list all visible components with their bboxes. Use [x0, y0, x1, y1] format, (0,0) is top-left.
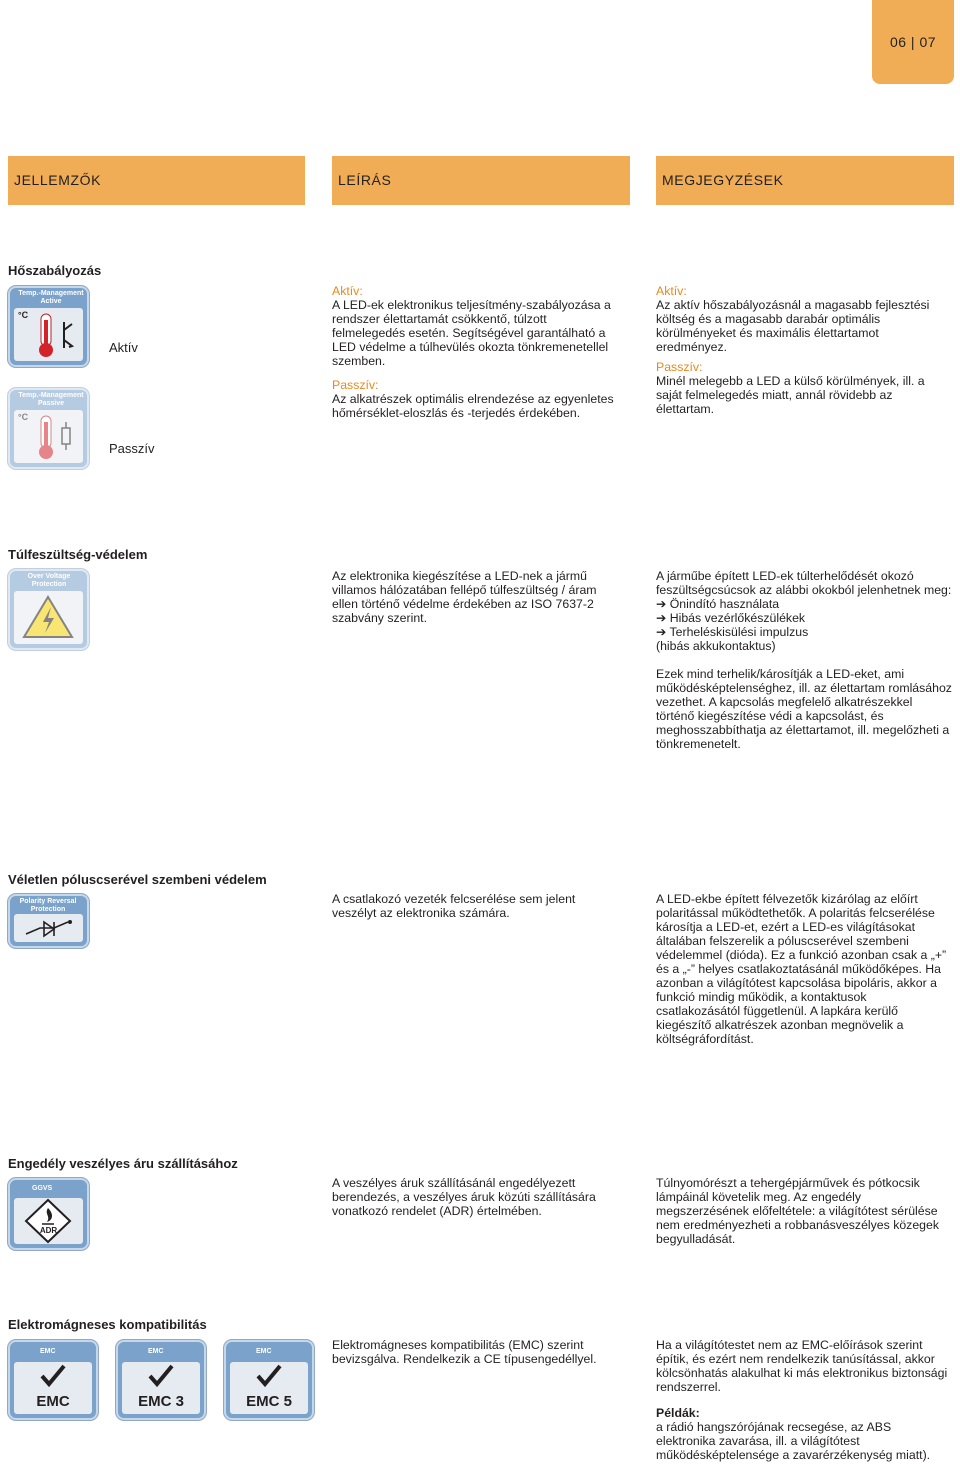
adr-notes: Túlnyomórészt a tehergépjárművek és pótkocsik lámpáinál követelik meg. Az engedély megszerzésének előfeltétele: a világítótest sérülése nem eredményezheti a robbanásveszélyes közegek begyulladását. [656, 1176, 939, 1246]
thermometer-icon [14, 410, 83, 463]
thermal-description [332, 284, 622, 420]
list-item: ➔ Hibás vezérlőkészülékek [656, 611, 806, 625]
badge-caption: EMC [40, 1348, 56, 1355]
checkmark-icon [230, 1362, 308, 1392]
adr-hazard-icon [14, 1198, 83, 1244]
emc-badge-text: EMC [36, 1393, 70, 1410]
over-voltage-protection-badge [8, 569, 89, 650]
checkmark-icon [122, 1362, 200, 1392]
badge-caption: GGVS [32, 1185, 53, 1192]
active-heading: Aktív: [332, 284, 363, 298]
thermal-active-label: Aktív [109, 340, 138, 355]
celsius-label: °C [18, 412, 29, 422]
badge-caption: Over Voltage Protection [27, 573, 71, 588]
passive-heading: Passzív: [332, 378, 379, 392]
badge-caption: EMC [148, 1348, 164, 1355]
badge-panel [14, 410, 83, 463]
overvoltage-description: Az elektronika kiegészítése a LED-nek a jármű villamos hálózatában fellépő túlfeszültség / áram ellen történő védelme érdekében az ISO 7637-2 szabvány szerint. [332, 569, 597, 625]
emc-badge-text: EMC 3 [138, 1393, 184, 1410]
badge-panel [14, 308, 83, 361]
emc-note-paragraph: Ha a világítótestet nem az EMC-előírások szerint építik, és ezért nem rendelkezik tanúsítással, akkor kölcsönhatás alakulhat ki más elektronikus biztonsági rendszerrel. [656, 1338, 948, 1394]
adr-description: A veszélyes áruk szállításánál engedélyezett berendezés, a veszélyes áruk közúti szállítására vonatkozó rendelet (ADR) értelmében. [332, 1176, 596, 1218]
polarity-notes: A LED-ekbe épített félvezetők kizárólag az előírt polaritással működtethetők. A polaritás felcserélése károsítja a LED-et, ezért a LED-es világításokat általában felszerelik a póluscserével szembeni védelemmel (dióda). Ez a funkció azonban csak a „+” és a „-” helyes csatlakoztatásánál működőképes. Ha azonban a világítótest kapcsolása bipoláris, akkor a funkció mindig működik, a kontaktusok csatlakozásától függetlenül. A lapkára kerülő kiegészítő alkatrészek azonban megnövelik a költségráfordítást. [656, 892, 947, 1046]
section-title-emc: Elektromágneses kompatibilitás [8, 1317, 207, 1332]
celsius-label: °C [18, 310, 29, 320]
section-title-polarity: Véletlen póluscserével szembeni védelem [8, 872, 267, 887]
passive-heading: Passzív: [656, 360, 703, 374]
polarity-reversal-badge [8, 894, 89, 948]
badge-panel [230, 1362, 308, 1414]
list-item: ➔ Önindító használata [656, 597, 780, 611]
checkmark-icon [14, 1362, 92, 1392]
active-note: Az aktív hőszabályozásnál a magasabb fejlesztési költség és a magasabb darabár optimális körülményeket és maximális élettartamot eredményez. [656, 298, 930, 354]
badge-panel [14, 1362, 92, 1414]
column-header-notes: MEGJEGYZÉSEK [656, 156, 954, 205]
badge-panel [122, 1362, 200, 1414]
active-text: A LED-ek elektronikus teljesítmény-szabályozása a rendszer élettartamát csökkentő, túlzott felmelegedés esetén. Segítségével garantálható a LED védelme a túlhevülés okozta tönkremenetellel szemben. [332, 298, 611, 368]
examples-text: a rádió hangszórójának recsegése, az ABS elektronika zavarása, ill. a világítótest működésképtelensége a zavarérzékenység miatt). [656, 1420, 931, 1462]
list-item: ➔ Terheléskisülési impulzus [656, 625, 809, 639]
section-title-adr: Engedély veszélyes áru szállításához [8, 1156, 238, 1171]
thermal-notes [656, 284, 953, 416]
badge-caption: Temp.-Management Active [18, 290, 84, 305]
thermometer-icon [14, 308, 83, 361]
badge-panel [14, 1198, 83, 1244]
badge-caption: Temp.-Management Passive [18, 392, 84, 407]
section-title-overvoltage: Túlfeszültség-védelem [8, 547, 148, 562]
emc-5-badge [224, 1340, 314, 1420]
polarity-description: A csatlakozó vezeték felcserélése sem jelent veszélyt az elektronika számára. [332, 892, 576, 920]
page-number: 06 | 07 [872, 0, 954, 84]
emc-notes [656, 1338, 953, 1462]
diode-icon [14, 914, 83, 942]
thermal-passive-label: Passzív [109, 441, 155, 456]
passive-note: Minél melegebb a LED a külső körülmények, ill. a saját felmelegedés miatt, annál rövidebb az élettartam. [656, 374, 925, 416]
active-heading: Aktív: [656, 284, 687, 298]
list-item-extra: (hibás akkukontaktus) [656, 639, 776, 653]
examples-heading: Példák: [656, 1406, 700, 1420]
high-voltage-warning-icon [14, 591, 83, 644]
section-title-thermal: Hőszabályozás [8, 263, 102, 278]
badge-caption: Polarity Reversal Protection [19, 898, 77, 913]
arrow-icon: ➔ [656, 625, 670, 639]
badge-panel [14, 591, 83, 644]
overvoltage-notes [656, 569, 953, 751]
column-header-features: JELLEMZŐK [8, 156, 305, 205]
arrow-icon: ➔ [656, 611, 670, 625]
badge-panel [14, 914, 83, 942]
emc-3-badge [116, 1340, 206, 1420]
temp-management-active-badge [8, 286, 89, 367]
column-header-description: LEÍRÁS [332, 156, 630, 205]
adr-symbol-text: ADR [39, 1226, 58, 1235]
arrow-icon: ➔ [656, 597, 670, 611]
overvoltage-paragraph: Ezek mind terhelik/károsítják a LED-eket, ami működésképtelenséghez, ill. az élettartam romlásához vezethet. A kapcsolás megfelelő alkatrészekkel történő kiegészítése védi a kapcsolást, és meghosszabbíthatja az élettartamot, ill. megelőzheti a tönkremenetelt. [656, 667, 952, 751]
ggvs-badge [8, 1178, 89, 1250]
emc-description: Elektromágneses kompatibilitás (EMC) szerint bevizsgálva. Rendelkezik a CE típusengedéllyel. [332, 1338, 597, 1366]
badge-caption: EMC [256, 1348, 272, 1355]
temp-management-passive-badge [8, 388, 89, 469]
emc-badge [8, 1340, 98, 1420]
overvoltage-intro: A járműbe épített LED-ek túlterhelődését okozó feszültségcsúcsok az alábbi okokból jelenhetnek meg: [656, 569, 952, 597]
emc-badge-text: EMC 5 [246, 1393, 292, 1410]
passive-text: Az alkatrészek optimális elrendezése az egyenletes hőmérséklet-eloszlás és -terjedés érdekében. [332, 392, 614, 420]
